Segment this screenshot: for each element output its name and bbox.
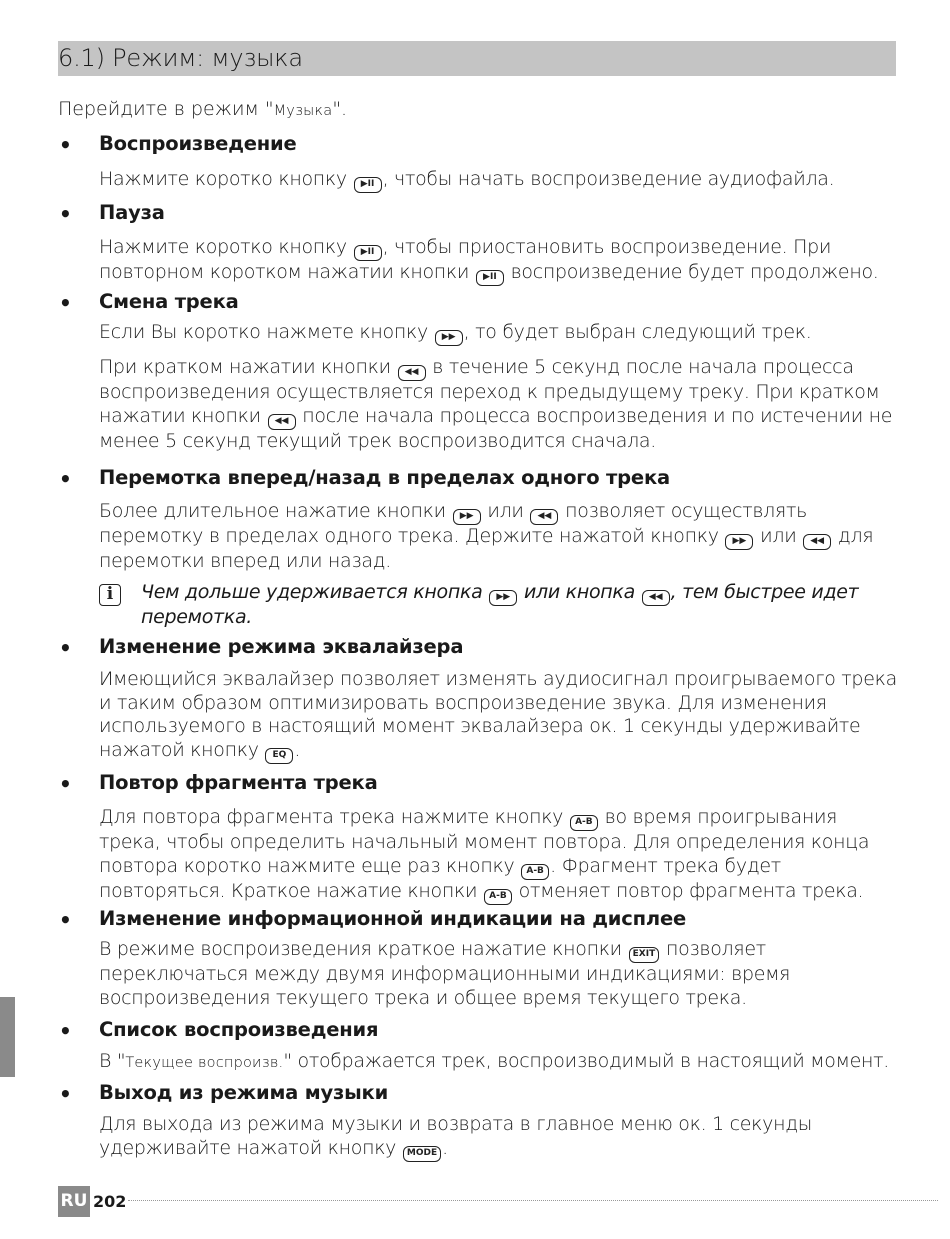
text: В режиме воспроизведения краткое нажатие кнопки bbox=[99, 938, 628, 960]
bullet: • bbox=[59, 908, 72, 932]
text: воспроизведение будет продолжено. bbox=[504, 261, 879, 283]
next-button-icon: ▶▶ bbox=[725, 534, 753, 550]
play-pause-button-icon: ▶II bbox=[354, 177, 382, 193]
text: Более длительное нажатие кнопки bbox=[99, 500, 452, 522]
ab-button-icon: A-B bbox=[570, 815, 598, 831]
footer-page-number: 202 bbox=[93, 1192, 127, 1211]
text: , тем быстрее идет перемотка. bbox=[141, 581, 859, 628]
next-button-icon: ▶▶ bbox=[489, 590, 517, 606]
next-button-icon: ▶▶ bbox=[435, 330, 463, 346]
intro-before: Перейдите в режим " bbox=[58, 98, 274, 120]
text: . bbox=[294, 738, 301, 761]
section-header bbox=[58, 41, 896, 76]
bullet: • bbox=[59, 1019, 72, 1043]
prev-button-icon: ◀◀ bbox=[530, 509, 558, 525]
ab-button-icon: A-B bbox=[484, 889, 512, 905]
text: Нажмите коротко кнопку bbox=[99, 236, 353, 258]
text: Если Вы коротко нажмете кнопку bbox=[99, 321, 434, 343]
side-tab-marker bbox=[0, 997, 15, 1077]
text: Имеющийся эквалайзер позволяет изменять аудиосигнал проигрываемого трека и таким образом оптимизировать воспроизведение звука. Для изменения используемого в настоящий момент эквалайзера ок. 1 секунды удерживайте нажатой кнопку bbox=[99, 668, 897, 761]
text: В " bbox=[99, 1050, 126, 1072]
play-pause-button-icon: ▶II bbox=[476, 270, 504, 286]
heading-exit: Выход из режима музыки bbox=[99, 1081, 389, 1104]
note-seek bbox=[141, 581, 891, 630]
para-playback bbox=[99, 168, 899, 193]
mode-button-icon: MODE bbox=[403, 1146, 441, 1162]
text: Для повтора фрагмента трека нажмите кнопку bbox=[99, 806, 569, 828]
menu-name: Текущее воспроизв. bbox=[125, 1055, 284, 1071]
text: в течение 5 секунд после начала процесса воспроизведения осуществляется переход к предыдущему треку. При кратком нажатии кнопки bbox=[99, 356, 880, 427]
bullet: • bbox=[59, 133, 72, 157]
exit-button-icon: EXIT bbox=[629, 947, 660, 963]
heading-pause: Пауза bbox=[99, 201, 165, 224]
text: . bbox=[442, 1136, 448, 1159]
heading-display: Изменение информационной индикации на дисплее bbox=[99, 907, 687, 930]
bullet: • bbox=[59, 202, 72, 226]
intro-mode-name: Музыка bbox=[273, 103, 333, 119]
text: отменяет повтор фрагмента трека. bbox=[512, 879, 864, 902]
play-pause-button-icon: ▶II bbox=[354, 245, 382, 261]
footer-language: RU bbox=[58, 1186, 90, 1217]
next-button-icon: ▶▶ bbox=[453, 509, 481, 525]
heading-equalizer: Изменение режима эквалайзера bbox=[99, 635, 464, 658]
text: " отображается трек, воспроизводимый в настоящий момент. bbox=[283, 1050, 890, 1072]
bullet: • bbox=[59, 467, 72, 491]
prev-button-icon: ◀◀ bbox=[398, 365, 426, 381]
info-icon: i bbox=[99, 584, 121, 606]
text: или кнопка bbox=[518, 581, 641, 603]
intro-text bbox=[58, 98, 347, 120]
para-track-change-1 bbox=[99, 321, 899, 346]
heading-track-change: Смена трека bbox=[99, 290, 239, 313]
bullet: • bbox=[59, 636, 72, 660]
footer-dotted-line bbox=[128, 1200, 938, 1201]
text: . Фрагмент трека будет повторяться. Краткое нажатие кнопки bbox=[99, 854, 781, 902]
para-playlist bbox=[99, 1050, 899, 1076]
text: Нажмите коротко кнопку bbox=[99, 168, 353, 190]
prev-button-icon: ◀◀ bbox=[268, 414, 296, 430]
heading-playback: Воспроизведение bbox=[99, 132, 297, 155]
text: Для выхода из режима музыки и возврата в главное меню ок. 1 секунды удерживайте нажатой кнопку bbox=[99, 1113, 813, 1159]
para-display bbox=[99, 938, 899, 1010]
text: , то будет выбран следующий трек. bbox=[463, 321, 812, 343]
para-repeat bbox=[99, 806, 899, 905]
para-exit bbox=[99, 1113, 899, 1162]
eq-button-icon: EQ bbox=[265, 748, 293, 764]
para-seek bbox=[99, 500, 899, 574]
para-equalizer bbox=[99, 668, 899, 764]
text: позволяет переключаться между двумя информационными индикациями: время воспроизведения текущего трека и общее время текущего трека. bbox=[99, 938, 791, 1009]
heading-seek: Перемотка вперед/назад в пределах одного трека bbox=[99, 466, 670, 489]
para-track-change-2 bbox=[99, 356, 899, 453]
text: или bbox=[754, 525, 803, 547]
prev-button-icon: ◀◀ bbox=[803, 534, 831, 550]
text: При кратком нажатии кнопки bbox=[99, 356, 397, 378]
text: , чтобы приостановить воспроизведение. При повторном коротком нажатии кнопки bbox=[99, 236, 832, 283]
ab-button-icon: A-B bbox=[521, 864, 549, 880]
text: для перемотки вперед или назад. bbox=[99, 525, 874, 572]
bullet: • bbox=[59, 291, 72, 315]
intro-after: ". bbox=[332, 98, 348, 120]
heading-repeat: Повтор фрагмента трека bbox=[99, 771, 378, 794]
prev-button-icon: ◀◀ bbox=[642, 590, 670, 606]
text: Чем дольше удерживается кнопка bbox=[141, 581, 489, 603]
text: во время проигрывания трека, чтобы определить начальный момент повтора. Для определения конца повтора коротко нажмите еще раз кнопку bbox=[99, 806, 870, 877]
section-title: 6.1) Режим: музыка bbox=[58, 44, 303, 72]
text: позволяет осуществлять перемотку в пределах одного трека. Держите нажатой кнопку bbox=[99, 500, 807, 547]
text: после начала процесса воспроизведения и по истечении не менее 5 секунд текущий трек воспроизводится сначала. bbox=[99, 404, 893, 452]
heading-playlist: Список воспроизведения bbox=[99, 1018, 379, 1041]
para-pause bbox=[99, 236, 899, 286]
text: , чтобы начать воспроизведение аудиофайла. bbox=[382, 168, 835, 190]
bullet: • bbox=[59, 1082, 72, 1106]
bullet: • bbox=[59, 772, 72, 796]
text: или bbox=[481, 500, 530, 522]
